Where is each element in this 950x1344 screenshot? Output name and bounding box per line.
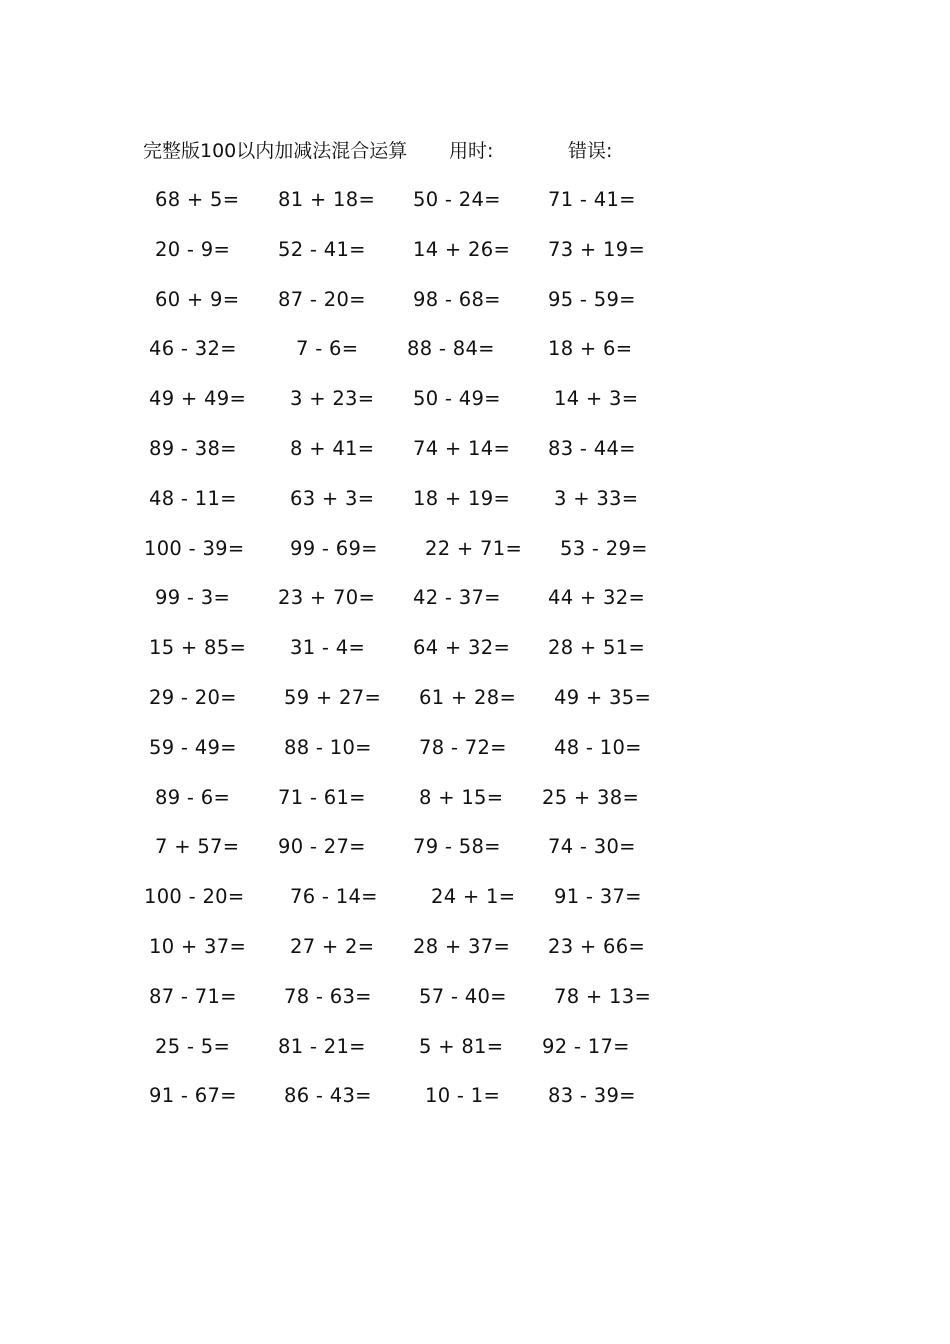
problem: 14 + 26= <box>413 237 511 261</box>
problem: 44 + 32= <box>548 586 646 610</box>
problem: 100 - 20= <box>144 885 245 909</box>
problem-row <box>0 782 950 832</box>
problem-row <box>0 981 950 1031</box>
problem-row <box>0 732 950 782</box>
problem: 23 + 70= <box>278 586 376 610</box>
problem: 100 - 39= <box>144 536 245 560</box>
problem: 95 - 59= <box>548 287 636 311</box>
errors-label: 错误: <box>568 140 613 162</box>
problem: 61 + 28= <box>419 685 517 709</box>
problem: 71 - 61= <box>278 785 366 809</box>
problem: 15 + 85= <box>149 636 247 660</box>
problem: 91 - 37= <box>554 885 642 909</box>
problem-row <box>0 483 950 533</box>
problem: 23 + 66= <box>548 934 646 958</box>
problem: 7 + 57= <box>155 835 240 859</box>
problem: 10 - 1= <box>425 1084 501 1108</box>
problem: 99 - 3= <box>155 586 231 610</box>
problem: 83 - 44= <box>548 436 636 460</box>
problem: 25 + 38= <box>542 785 640 809</box>
problem: 46 - 32= <box>149 337 237 361</box>
problem: 59 + 27= <box>284 685 382 709</box>
problem-row <box>0 533 950 583</box>
problem: 88 - 10= <box>284 735 372 759</box>
worksheet-title: 完整版100以内加减法混合运算 <box>143 140 408 162</box>
problem: 31 - 4= <box>290 636 366 660</box>
problem-row <box>0 383 950 433</box>
problem-row <box>0 433 950 483</box>
problem: 91 - 67= <box>149 1084 237 1108</box>
problem: 22 + 71= <box>425 536 523 560</box>
problem: 3 + 23= <box>290 387 375 411</box>
problem: 14 + 3= <box>554 387 639 411</box>
problem-row <box>0 881 950 931</box>
problem: 74 + 14= <box>413 436 511 460</box>
problem: 78 - 72= <box>419 735 507 759</box>
problem: 63 + 3= <box>290 486 375 510</box>
problem-row <box>0 1031 950 1081</box>
problem: 76 - 14= <box>290 885 378 909</box>
problem: 57 - 40= <box>419 984 507 1008</box>
problem: 87 - 71= <box>149 984 237 1008</box>
problem: 89 - 38= <box>149 436 237 460</box>
problem: 18 + 19= <box>413 486 511 510</box>
problem: 24 + 1= <box>431 885 516 909</box>
problem: 60 + 9= <box>155 287 240 311</box>
problem: 89 - 6= <box>155 785 231 809</box>
problem: 74 - 30= <box>548 835 636 859</box>
problem: 50 - 24= <box>413 188 501 211</box>
problem-row <box>0 831 950 881</box>
problem: 81 - 21= <box>278 1034 366 1058</box>
problem: 90 - 27= <box>278 835 366 859</box>
problem: 25 - 5= <box>155 1034 231 1058</box>
problem: 52 - 41= <box>278 237 366 261</box>
problem-row <box>0 682 950 732</box>
problem: 99 - 69= <box>290 536 378 560</box>
problem: 28 + 37= <box>413 934 511 958</box>
problem-row <box>0 284 950 334</box>
problem: 29 - 20= <box>149 685 237 709</box>
problem: 71 - 41= <box>548 188 636 211</box>
problem: 20 - 9= <box>155 237 231 261</box>
problem-row <box>0 632 950 682</box>
problem-row <box>0 333 950 383</box>
problem-row <box>0 1080 950 1130</box>
problem-row <box>0 234 950 284</box>
problem: 42 - 37= <box>413 586 501 610</box>
problem: 53 - 29= <box>560 536 648 560</box>
problem: 81 + 18= <box>278 188 376 211</box>
problem: 49 + 35= <box>554 685 652 709</box>
worksheet-header <box>0 136 950 166</box>
problem: 50 - 49= <box>413 387 501 411</box>
problem: 59 - 49= <box>149 735 237 759</box>
problem: 10 + 37= <box>149 934 247 958</box>
problem-row <box>0 931 950 981</box>
problem: 98 - 68= <box>413 287 501 311</box>
problem: 49 + 49= <box>149 387 247 411</box>
problem: 88 - 84= <box>407 337 495 361</box>
problem: 79 - 58= <box>413 835 501 859</box>
problem-row <box>0 184 950 234</box>
time-used-label: 用时: <box>449 140 494 162</box>
problem: 48 - 11= <box>149 486 237 510</box>
problem: 78 + 13= <box>554 984 652 1008</box>
problem: 87 - 20= <box>278 287 366 311</box>
problem: 27 + 2= <box>290 934 375 958</box>
problem: 18 + 6= <box>548 337 633 361</box>
problem: 78 - 63= <box>284 984 372 1008</box>
problem-grid <box>0 184 950 1130</box>
problem: 8 + 15= <box>419 785 504 809</box>
problem: 3 + 33= <box>554 486 639 510</box>
problem: 73 + 19= <box>548 237 646 261</box>
problem: 64 + 32= <box>413 636 511 660</box>
problem-row <box>0 582 950 632</box>
problem: 8 + 41= <box>290 436 375 460</box>
problem: 92 - 17= <box>542 1034 630 1058</box>
problem: 5 + 81= <box>419 1034 504 1058</box>
problem: 48 - 10= <box>554 735 642 759</box>
problem: 68 + 5= <box>155 188 240 211</box>
problem: 83 - 39= <box>548 1084 636 1108</box>
problem: 7 - 6= <box>296 337 359 361</box>
problem: 86 - 43= <box>284 1084 372 1108</box>
problem: 28 + 51= <box>548 636 646 660</box>
